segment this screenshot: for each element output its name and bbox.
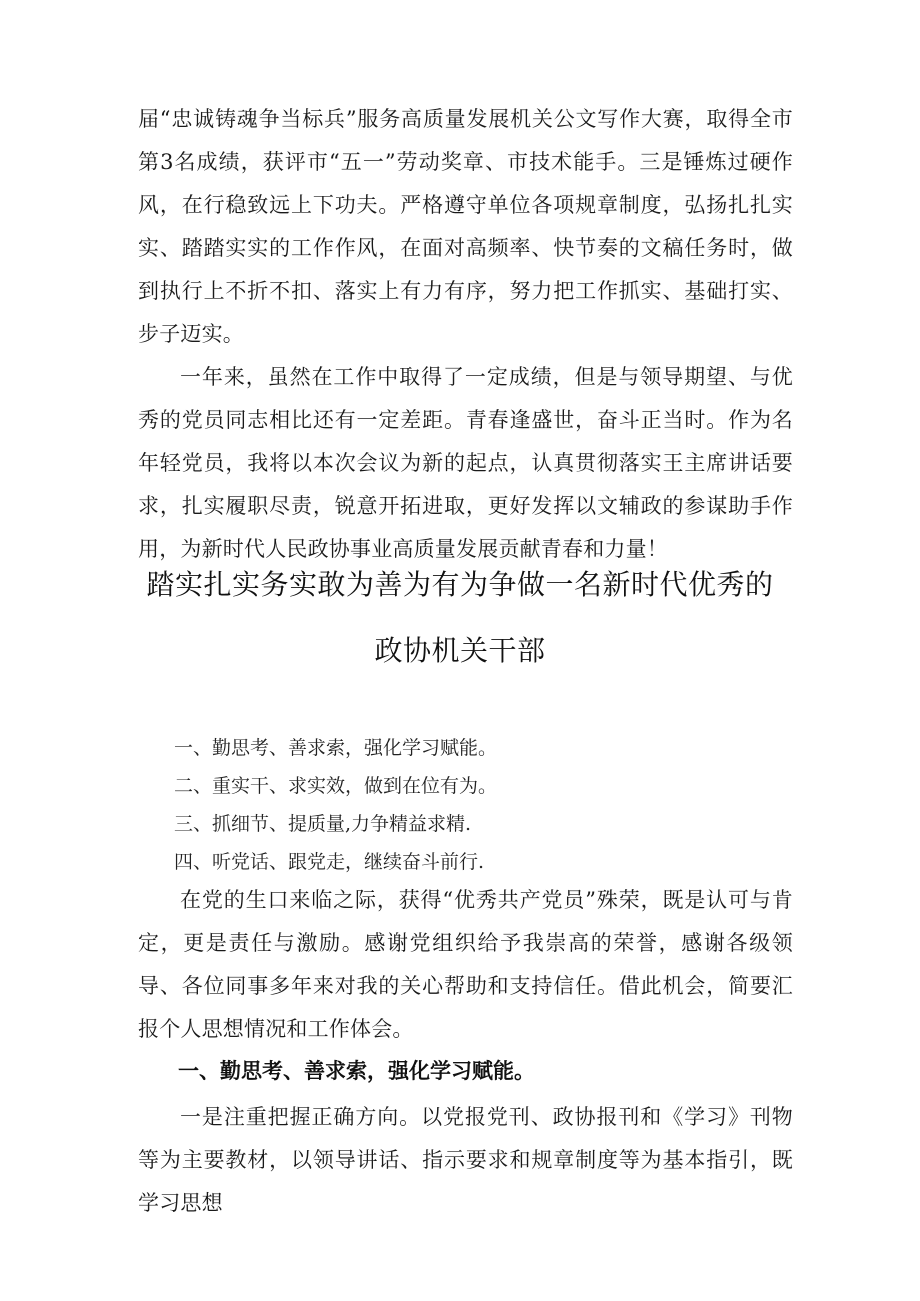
intro-paragraph: 在党的生口来临之际，获得“优秀共产党员”殊荣，既是认可与肯定，更是责任与激励。感谢党组织给予我崇高的荣誉，感谢各级领导、各位同事多年来对我的关心帮助和支持信任。借此机会，简要汇报个人思想情况和工作体会。 bbox=[138, 888, 793, 1041]
section-heading: 一、勤思考、善求索，强化学习赋能。 bbox=[178, 1059, 535, 1083]
body-text-section bbox=[138, 1096, 793, 1225]
outline-item: 二、重实干、求实效，做到在位有为。 bbox=[174, 775, 498, 797]
title-line-1: 踏实扎实务实敢为善为有为争做一名新时代优秀的 bbox=[146, 568, 774, 601]
title-line-2: 政协机关干部 bbox=[374, 634, 546, 667]
closing-paragraph: 一年来，虽然在工作中取得了一定成绩，但是与领导期望、与优秀的党员同志相比还有一定差距。青春逢盛世，奋斗正当时。作为名年轻党员，我将以本次会议为新的起点，认真贯彻落实王主席讲话要求，扎实履职尽责，锐意开拓进取，更好发挥以文辅政的参谋助手作用，为新时代人民政协事业高质量发展贡献青春和力量！ bbox=[138, 365, 793, 561]
body-text-intro bbox=[138, 879, 793, 1051]
section-paragraph: 一是注重把握正确方向。以党报党刊、政协报刊和《学习》刊物等为主要教材，以领导讲话、指示要求和规章制度等为基本指引，既学习思想 bbox=[138, 1105, 793, 1215]
outline-list bbox=[174, 729, 794, 881]
outline-item: 四、听党话、跟党走，继续奋斗前行. bbox=[174, 851, 485, 873]
body-text-top bbox=[138, 98, 793, 571]
document-title bbox=[100, 552, 820, 684]
outline-item: 一、勤思考、善求索，强化学习赋能。 bbox=[174, 737, 498, 759]
top-paragraph: 届“忠诚铸魂争当标兵”服务高质量发展机关公文写作大赛，取得全市第3名成绩，获评市“五一”劳动奖章、市技术能手。三是锤炼过硬作风，在行稳致远上下功夫。严格遵守单位各项规章制度，弘扬扎扎实实、踏踏实实的工作作风，在面对高频率、快节奏的文稿任务时，做到执行上不折不扣、落实上有力有序，努力把工作抓实、基础打实、步子迈实。 bbox=[138, 107, 793, 346]
outline-item: 三、抓细节、提质量,力争精益求精. bbox=[174, 813, 472, 835]
